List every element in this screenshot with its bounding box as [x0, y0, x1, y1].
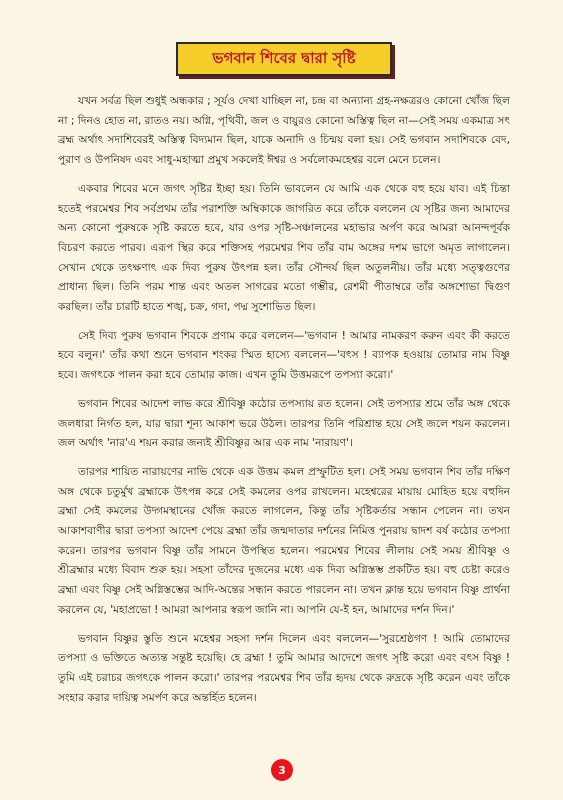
page-title: ভগবান শিবের দ্বারা সৃষ্টি — [212, 48, 356, 67]
paragraph-6: ভগবান বিষ্ণুর স্তুতি শুনে মহেশ্বর সহসা দর্শন দিলেন এবং বললেন—'সুরশ্রেষ্ঠগণ ! আমি তোমাদের তপস্যা ও ভক্তিতে অত্যন্ত সন্তুষ্ট হয়েছি। হে ব্রহ্মা ! তুমি আমার আদেশে জগৎ সৃষ্টি করো এবং বৎস বিষ্ণু ! তুমি এই চরাচর জগৎকে পালন করো।' তারপর পরমেশ্বর শিব তাঁর হৃদয় থেকে রুদ্রকে সৃষ্টি করেন এবং তাঁকে সংহার করার দায়িত্ব সমর্পণ করে অন্তর্হিত হলেন। — [58, 632, 510, 704]
body-text — [58, 92, 510, 717]
paragraph-1: যখন সর্বত্র ছিল শুধুই অন্ধকার ; সূর্যও দেখা যাচ্ছিল না, চন্দ্র বা অন্যান্য গ্রহ-নক্ষত্ররও কোনো খোঁজ ছিল না ; দিনও হোত না, রাতও নয়। অগ্নি, পৃথিবী, জল ও বায়ুরও কোনো অস্তিত্ব ছিল না—সেই সময় একমাত্র সৎ ব্রহ্ম অর্থাৎ সদাশিবেরই অস্তিত্ব বিদ্যমান ছিল, যাকে অনাদি ও চিন্ময় বলা হয়। সেই ভগবান সদাশিবকে বেদ, পুরাণ ও উপনিষদ এবং সাধু-মহাত্মা প্রমুখ সকলেই ঈশ্বর ও সর্বলোকমহেশ্বর বলে মেনে চলেন। — [58, 95, 510, 167]
title-box — [176, 42, 392, 76]
paragraph-2: একবার শিবের মনে জগৎ সৃষ্টির ইচ্ছা হয়। তিনি ভাবলেন যে আমি এক থেকে বহু হয়ে যাব। এই চিন্তা হতেই পরমেশ্বর শিব সর্বপ্রথম তাঁর পরাশক্তি অম্বিকাকে জাগরিত করে তাঁকে বললেন যে সৃষ্টির জন্য আমাদের অন্য কোনো পুরুষকে সৃষ্টি করতে হবে, যার ওপর সৃষ্টি-সঞ্চালনের মহাভার অর্পণ করে আমরা আনন্দপূর্বক বিচরণ করতে পারব। এরূপ স্থির করে শক্তিসহ পরমেশ্বর শিব তাঁর বাম অঙ্গের দশম ভাগে অমৃত লাগালেন। সেখান থেকে তৎক্ষণাৎ এক দিব্য পুরুষ উৎপন্ন হল। তাঁর সৌন্দর্য ছিল অতুলনীয়। তাঁর মধ্যে সত্ত্বগুণের প্রাধান্য ছিল। তিনি পরম শান্ত এবং অতল সাগরের মতো গম্ভীর, রেশমী পীতাম্বরে তাঁর অঙ্গশোভা দ্বিগুণ করছিল। তাঁর চারটি হাতে শঙ্খ, চক্র, গদা, পদ্ম সুশোভিত ছিল। — [58, 182, 510, 314]
paragraph-4: ভগবান শিবের আদেশ লাভ করে শ্রীবিষ্ণু কঠোর তপস্যায় রত হলেন। সেই তপস্যার শ্রমে তাঁর অঙ্গ থেকে জলধারা নির্গত হল, যার দ্বারা শূন্য আকাশ ভরে উঠল। তারপর তিনি পরিশ্রান্ত হয়ে সেই জলে শয়ন করলেন। জল অর্থাৎ 'নার'এ শয়ন করার জন্যই শ্রীবিষ্ণুর আর এক নাম 'নারায়ণ'। — [58, 397, 510, 450]
paragraph-3: সেই দিব্য পুরুষ ভগবান শিবকে প্রণাম করে বললেন—'ভগবান ! আমার নামকরণ করুন এবং কী করতে হবে বলুন।' তাঁর কথা শুনে ভগবান শংকর স্মিত হাস্যে বললেন—'বৎস ! ব্যাপক হওয়ায় তোমার নাম বিষ্ণু হবে। জগৎকে পালন করা হবে তোমার কাজ। এখন তুমি উত্তমরূপে তপস্যা করো।' — [58, 329, 510, 382]
page-number-badge — [271, 759, 293, 781]
paragraph-5: তারপর শায়িত নারায়ণের নাভি থেকে এক উত্তম কমল প্রস্ফুটিত হল। সেই সময় ভগবান শিব তাঁর দক্ষিণ অঙ্গ থেকে চতুর্মুখ ব্রহ্মাকে উৎপন্ন করে সেই কমলের ওপর রাখলেন। মহেশ্বরের মায়ায় মোহিত হয়ে বহুদিন ব্রহ্মা সেই কমলের উদ্গমস্থানের খোঁজ করতে লাগলেন, কিন্তু তাঁর সৃষ্টিকর্তার সন্ধান পেলেন না। তখন আকাশবাণীর দ্বারা তপস্যা আদেশ পেয়ে ব্রহ্মা তাঁর জন্মদাতার দর্শনের নিমিত্ত পুনরায় দ্বাদশ বর্ষ কঠোর তপস্যা করেন। তারপর ভগবান বিষ্ণু তাঁর সামনে উপস্থিত হলেন। পরমেশ্বর শিবের লীলায় সেই সময় শ্রীবিষ্ণু ও শ্রীব্রহ্মার মধ্যে বিবাদ শুরু হয়। সহসা তাঁদের দুজনের মধ্যে এক দিব্য অগ্নিস্তম্ভ প্রকটিত হয়। বহু চেষ্টা করেও ব্রহ্মা এবং বিষ্ণু সেই অগ্নিস্তম্ভের আদি-অন্তের সন্ধান করতে পারলেন না। তখন ক্লান্ত হয়ে ভগবান বিষ্ণু প্রার্থনা করলেন যে, 'মহাপ্রভো ! আমরা আপনার স্বরূপ জানি না। আপনি যে-ই হন, আমাদের দর্শন দিন।' — [58, 465, 510, 616]
page-number: 3 — [278, 763, 286, 777]
